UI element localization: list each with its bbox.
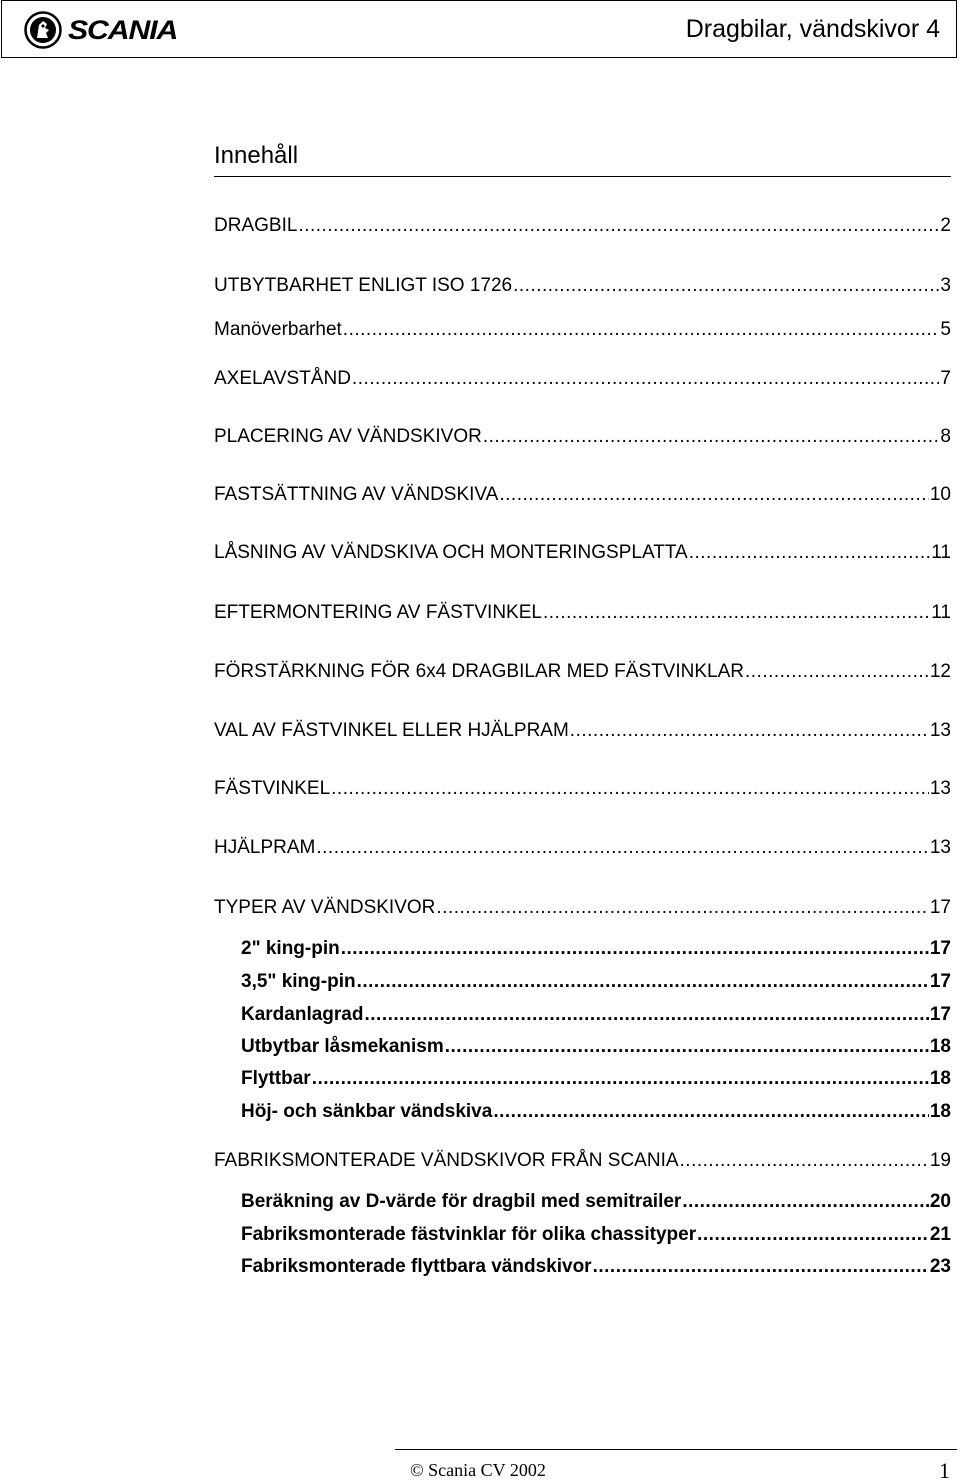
logo-wordmark: SCANIA bbox=[68, 14, 178, 45]
toc-leader-dots bbox=[352, 368, 940, 390]
toc-leader-dots bbox=[331, 778, 929, 800]
page-header bbox=[1, 0, 957, 58]
toc-entry[interactable]: FABRIKSMONTERADE VÄNDSKIVOR FRÅN SCANIA ..... 19 bbox=[214, 1150, 951, 1172]
toc-leader-dots bbox=[483, 426, 940, 448]
toc-heading: Innehåll bbox=[214, 142, 299, 169]
toc-leader-dots bbox=[680, 1150, 929, 1172]
toc-entry[interactable]: EFTERMONTERING AV FÄSTVINKEL ..... 11 bbox=[214, 602, 951, 624]
toc-leader-dots bbox=[682, 1191, 929, 1213]
toc-leader-dots bbox=[298, 215, 939, 237]
toc-subentry[interactable]: 3,5" king-pin ..... 17 bbox=[241, 971, 951, 993]
toc-entry[interactable]: FÖRSTÄRKNING FÖR 6x4 DRAGBILAR MED FÄSTVINKLAR ..... 12 bbox=[214, 661, 951, 683]
toc-entry[interactable]: TYPER AV VÄNDSKIVOR ..... 17 bbox=[214, 897, 951, 919]
toc-leader-dots bbox=[697, 1224, 929, 1246]
toc-leader-dots bbox=[689, 542, 931, 564]
toc-leader-dots bbox=[745, 661, 929, 683]
toc-subentry[interactable]: Höj- och sänkbar vändskiva ..... 18 bbox=[241, 1101, 951, 1123]
toc-entry[interactable]: FÄSTVINKEL ..... 13 bbox=[214, 778, 951, 800]
toc-leader-dots bbox=[343, 319, 940, 341]
toc-leader-dots bbox=[312, 1068, 929, 1090]
toc-leader-dots bbox=[513, 275, 939, 297]
toc-entry[interactable]: AXELAVSTÅND ..... 7 bbox=[214, 368, 951, 390]
toc-subentry[interactable]: Beräkning av D-värde för dragbil med semitrailer ..... 20 bbox=[241, 1191, 951, 1213]
footer-copyright: © Scania CV 2002 bbox=[410, 1460, 546, 1480]
toc-entry[interactable]: FASTSÄTTNING AV VÄNDSKIVA ..... 10 bbox=[214, 484, 951, 506]
toc-leader-dots bbox=[316, 837, 929, 859]
toc-subentry[interactable]: Flyttbar ..... 18 bbox=[241, 1068, 951, 1090]
toc-entry[interactable]: PLACERING AV VÄNDSKIVOR ..... 8 bbox=[214, 426, 951, 448]
toc-leader-dots bbox=[341, 938, 929, 960]
toc-entry[interactable]: LÅSNING AV VÄNDSKIVA OCH MONTERINGSPLATTA ..... 11 bbox=[214, 542, 951, 564]
toc-subentry[interactable]: Fabriksmonterade flyttbara vändskivor ..... 23 bbox=[241, 1256, 951, 1278]
toc-heading-rule bbox=[214, 176, 951, 177]
toc-leader-dots bbox=[364, 1004, 928, 1026]
page-number: 1 bbox=[939, 1458, 950, 1483]
footer-rule bbox=[395, 1449, 957, 1450]
griffin-emblem-icon bbox=[24, 11, 62, 49]
toc-leader-dots bbox=[570, 720, 929, 742]
toc-subentry[interactable]: Utbytbar låsmekanism ..... 18 bbox=[241, 1036, 951, 1058]
toc-leader-dots bbox=[357, 971, 929, 993]
toc-leader-dots bbox=[543, 602, 930, 624]
toc-leader-dots bbox=[493, 1101, 929, 1123]
toc-leader-dots bbox=[499, 484, 928, 506]
scania-logo bbox=[24, 10, 178, 50]
toc-leader-dots bbox=[445, 1036, 929, 1058]
toc-subentry[interactable]: Fabriksmonterade fästvinklar för olika chassityper ..... 21 bbox=[241, 1224, 951, 1246]
toc-leader-dots bbox=[436, 897, 928, 919]
toc-entry[interactable]: UTBYTBARHET ENLIGT ISO 1726 ..... 3 bbox=[214, 275, 951, 297]
toc-entry[interactable]: VAL AV FÄSTVINKEL ELLER HJÄLPRAM ..... 13 bbox=[214, 720, 951, 742]
document-title: Dragbilar, vändskivor 4 bbox=[685, 15, 940, 43]
toc-leader-dots bbox=[593, 1256, 929, 1278]
toc-entry[interactable]: HJÄLPRAM ..... 13 bbox=[214, 837, 951, 859]
toc-subentry[interactable]: Kardanlagrad ..... 17 bbox=[241, 1004, 951, 1026]
toc-entry[interactable]: Manöverbarhet ..... 5 bbox=[214, 319, 951, 341]
toc-entry[interactable]: DRAGBIL ..... 2 bbox=[214, 215, 951, 237]
toc-subentry[interactable]: 2" king-pin ..... 17 bbox=[241, 938, 951, 960]
